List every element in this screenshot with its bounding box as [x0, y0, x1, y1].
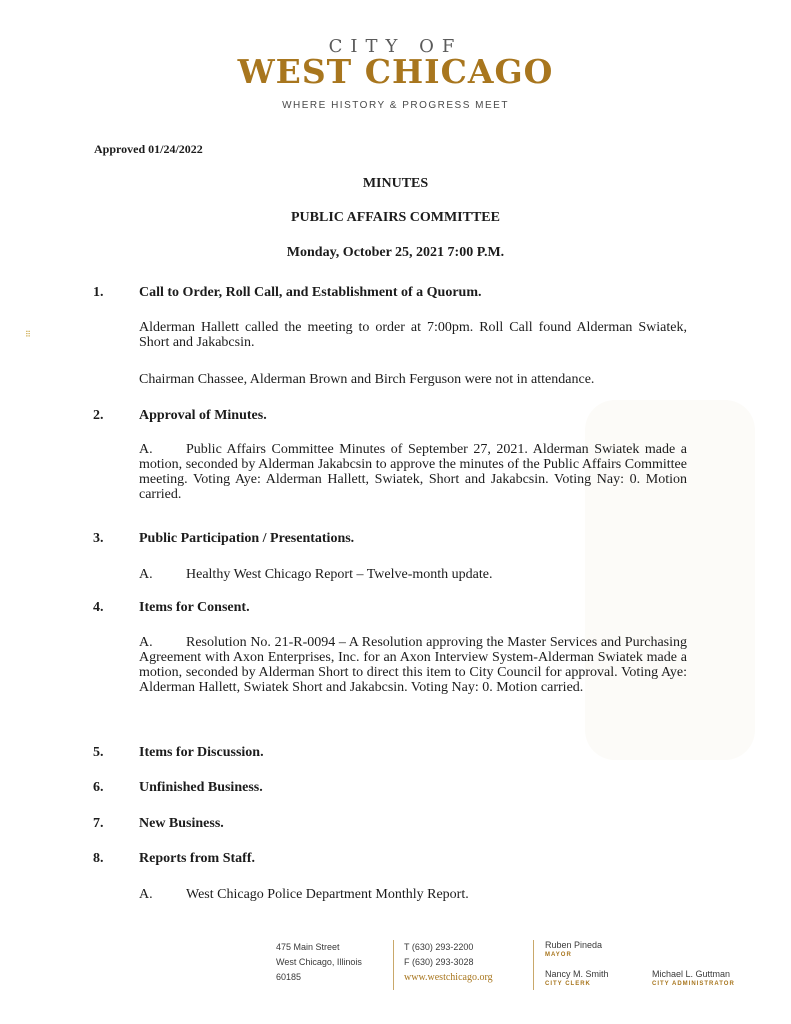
- footer-divider-2: [533, 940, 534, 990]
- section-1-number: 1.: [93, 285, 104, 300]
- section-5-title: Items for Discussion.: [139, 745, 264, 760]
- address-line-1: 475 Main Street: [276, 942, 340, 952]
- section-3-number: 3.: [93, 531, 104, 546]
- logo-tagline: WHERE HISTORY & PROGRESS MEET: [282, 100, 509, 111]
- approved-date: Approved 01/24/2022: [94, 142, 203, 156]
- section-2-item-text: Public Affairs Committee Minutes of September 27, 2021. Alderman Swiatek made a motion, seconded by Alderman Jakabcsin to approve the minutes of the Public Affairs Committee meeting. Voting Aye: Alderman Hallett, Swiatek, Short and Jakabcsin. Voting Nay: 0. Motion carried.: [139, 442, 687, 502]
- section-4-title: Items for Consent.: [139, 600, 250, 615]
- section-4-item-a: [139, 635, 687, 695]
- section-7-number: 7.: [93, 816, 104, 831]
- logo-city-of: CITY OF: [328, 36, 463, 57]
- footer-address: [276, 940, 362, 985]
- scan-speck: ⠿: [25, 330, 31, 339]
- section-2-number: 2.: [93, 408, 104, 423]
- phone-number: T (630) 293-2200: [404, 942, 474, 952]
- section-3-item-letter: A.: [139, 567, 153, 582]
- website-link[interactable]: www.westchicago.org: [404, 972, 493, 983]
- clerk-role: CITY CLERK: [545, 981, 591, 987]
- section-8-item-text: West Chicago Police Department Monthly Report.: [186, 887, 469, 902]
- footer-divider-1: [393, 940, 394, 990]
- section-8-item-letter: A.: [139, 887, 153, 902]
- administrator-name: Michael L. Guttman: [652, 969, 731, 979]
- mayor-name: Ruben Pineda: [545, 940, 603, 950]
- section-1-paragraph-1: Alderman Hallett called the meeting to order at 7:00pm. Roll Call found Alderman Swiatek, Short and Jakabcsin.: [139, 320, 687, 350]
- mayor-role: MAYOR: [545, 952, 572, 958]
- administrator-role: CITY ADMINISTRATOR: [652, 981, 735, 987]
- section-1-title: Call to Order, Roll Call, and Establishment of a Quorum.: [139, 285, 482, 300]
- address-line-2: West Chicago, Illinois: [276, 957, 362, 967]
- section-6-number: 6.: [93, 780, 104, 795]
- section-2-item-letter: A.: [139, 442, 153, 457]
- footer-officials: [545, 940, 609, 988]
- footer-contact: [404, 940, 493, 985]
- section-4-item-letter: A.: [139, 635, 153, 650]
- meeting-date: Monday, October 25, 2021 7:00 P.M.: [286, 245, 505, 260]
- section-8-number: 8.: [93, 851, 104, 866]
- section-3-title: Public Participation / Presentations.: [139, 531, 355, 546]
- committee-name: PUBLIC AFFAIRS COMMITTEE: [291, 210, 500, 225]
- footer-administrator: [652, 969, 735, 988]
- section-4-number: 4.: [93, 600, 104, 615]
- section-1-paragraph-2: Chairman Chassee, Alderman Brown and Birch Ferguson were not in attendance.: [139, 372, 595, 387]
- fax-number: F (630) 293-3028: [404, 957, 474, 967]
- section-6-title: Unfinished Business.: [139, 780, 263, 795]
- address-line-3: 60185: [276, 972, 302, 982]
- section-2-item-a: [139, 442, 687, 502]
- section-2-title: Approval of Minutes.: [139, 408, 267, 423]
- page-title: MINUTES: [362, 176, 429, 191]
- section-3-item-text: Healthy West Chicago Report – Twelve-month update.: [186, 567, 493, 582]
- section-8-title: Reports from Staff.: [139, 851, 255, 866]
- section-5-number: 5.: [93, 745, 104, 760]
- section-7-title: New Business.: [139, 816, 224, 831]
- clerk-name: Nancy M. Smith: [545, 969, 609, 979]
- section-4-item-text: Resolution No. 21-R-0094 – A Resolution approving the Master Services and Purchasing Agreement with Axon Enterprises, Inc. for an Axon Interview System-Alderman Swiatek made a motion, seconded by Alderman Short to direct this item to City Council for approval. Voting Aye: Alderman Hallett, Swiatek Short and Jakabcsin. Voting Nay: 0. Motion carried.: [139, 635, 687, 695]
- logo-city-name: WEST CHICAGO: [237, 52, 554, 91]
